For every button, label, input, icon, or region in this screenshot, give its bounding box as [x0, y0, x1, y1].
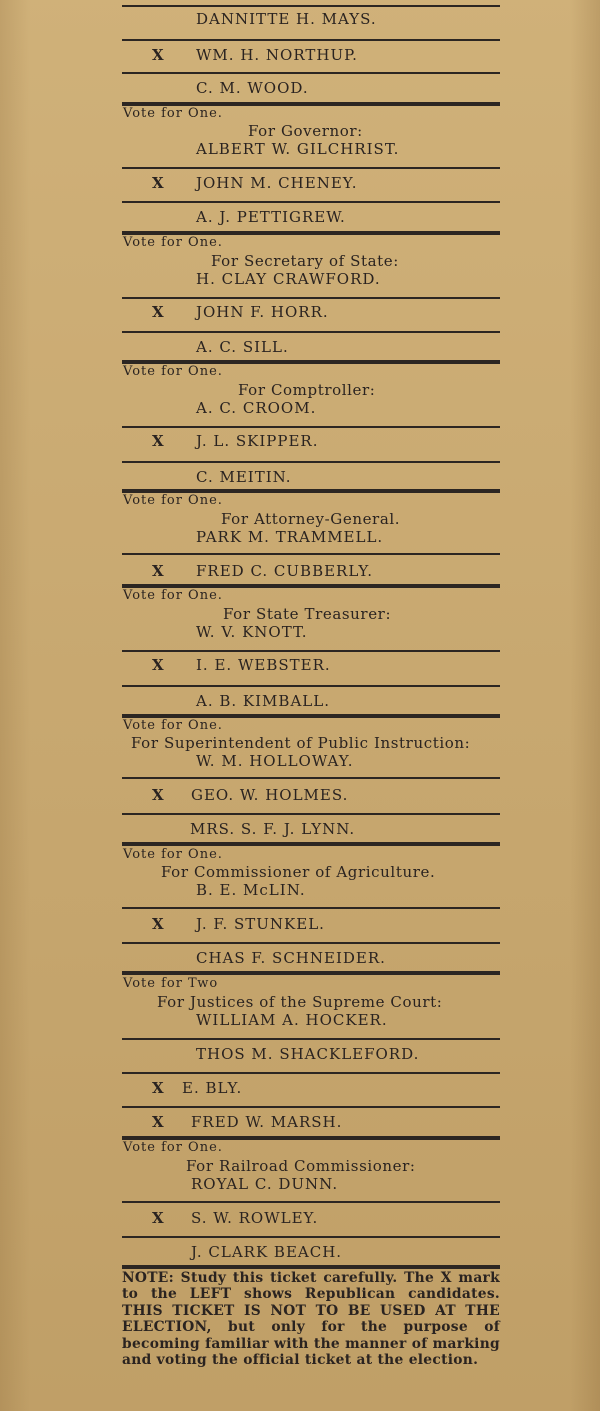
candidate-divider	[122, 461, 500, 463]
candidate-name: A. B. KIMBALL.	[196, 692, 330, 710]
vote-instruction: Vote for One.	[123, 718, 223, 733]
candidate-name: GEO. W. HOLMES.	[191, 786, 349, 804]
section-divider	[122, 971, 500, 975]
candidate-name: J. F. STUNKEL.	[196, 915, 325, 933]
vote-instruction: Vote for One.	[123, 588, 223, 603]
office-title: For Commissioner of Agriculture.	[161, 863, 436, 881]
candidate-divider	[122, 1072, 500, 1074]
section-divider	[122, 1265, 500, 1269]
candidate-name: A. C. CROOM.	[196, 399, 317, 417]
candidate-divider	[122, 331, 500, 333]
candidate-divider	[122, 685, 500, 687]
republican-x-mark: X	[152, 656, 164, 674]
candidate-divider	[122, 777, 500, 779]
vote-instruction: Vote for One.	[123, 847, 223, 862]
candidate-name: H. CLAY CRAWFORD.	[196, 270, 381, 288]
candidate-name: PARK M. TRAMMELL.	[196, 528, 384, 546]
candidate-divider	[122, 426, 500, 428]
candidate-divider	[122, 907, 500, 909]
candidate-name: MRS. S. F. J. LYNN.	[190, 820, 356, 838]
republican-x-mark: X	[152, 786, 164, 804]
candidate-divider	[122, 813, 500, 815]
candidate-name: DANNITTE H. MAYS.	[196, 10, 377, 28]
republican-x-mark: X	[152, 1209, 164, 1227]
vote-instruction: Vote for One.	[123, 235, 223, 250]
candidate-name: JOHN F. HORR.	[196, 303, 329, 321]
candidate-name: ROYAL C. DUNN.	[191, 1175, 339, 1193]
republican-x-mark: X	[152, 1113, 164, 1131]
candidate-divider	[122, 1106, 500, 1108]
candidate-name: WM. H. NORTHUP.	[196, 46, 358, 64]
candidate-name: FRED W. MARSH.	[191, 1113, 343, 1131]
candidate-divider	[122, 1038, 500, 1040]
candidate-name: WILLIAM A. HOCKER.	[196, 1011, 388, 1029]
candidate-name: JOHN M. CHENEY.	[196, 174, 358, 192]
candidate-divider	[122, 201, 500, 203]
office-title: For Justices of the Supreme Court:	[157, 993, 443, 1011]
vote-instruction: Vote for Two	[123, 976, 219, 991]
candidate-name: C. MEITIN.	[196, 468, 292, 486]
candidate-name: S. W. ROWLEY.	[191, 1209, 319, 1227]
office-title: For State Treasurer:	[223, 605, 392, 623]
republican-x-mark: X	[152, 46, 164, 64]
office-title: For Governor:	[248, 122, 363, 140]
candidate-divider	[122, 1201, 500, 1203]
office-title: For Railroad Commissioner:	[186, 1157, 416, 1175]
candidate-divider	[122, 942, 500, 944]
candidate-divider	[122, 297, 500, 299]
vote-instruction: Vote for One.	[123, 364, 223, 379]
candidate-divider	[122, 72, 500, 74]
candidate-name: THOS M. SHACKLEFORD.	[196, 1045, 420, 1063]
vote-instruction: Vote for One.	[123, 106, 223, 121]
candidate-divider	[122, 5, 500, 7]
republican-x-mark: X	[152, 1079, 164, 1097]
candidate-divider	[122, 39, 500, 41]
candidate-name: E. BLY.	[182, 1079, 243, 1097]
vote-instruction: Vote for One.	[123, 1140, 223, 1155]
office-title: For Secretary of State:	[211, 252, 399, 270]
candidate-name: W. M. HOLLOWAY.	[196, 752, 354, 770]
candidate-name: ALBERT W. GILCHRIST.	[196, 140, 400, 158]
republican-x-mark: X	[152, 432, 164, 450]
candidate-name: W. V. KNOTT.	[196, 623, 308, 641]
republican-x-mark: X	[152, 303, 164, 321]
candidate-name: J. CLARK BEACH.	[191, 1243, 343, 1261]
candidate-name: CHAS F. SCHNEIDER.	[196, 949, 386, 967]
ballot-note: NOTE: Study this ticket carefully. The X mark to the LEFT shows Republican candidates. THIS TICKET IS NOT TO BE USED AT THE ELECTION, but only for the purpose of becoming familiar with the manner of marking and voting the official ticket at the election.	[122, 1270, 500, 1369]
candidate-divider	[122, 167, 500, 169]
republican-x-mark: X	[152, 562, 164, 580]
office-title: For Attorney-General.	[221, 510, 401, 528]
candidate-name: A. C. SILL.	[196, 338, 289, 356]
vote-instruction: Vote for One.	[123, 493, 223, 508]
republican-x-mark: X	[152, 174, 164, 192]
candidate-divider	[122, 650, 500, 652]
office-title: For Superintendent of Public Instruction:	[131, 734, 471, 752]
candidate-name: C. M. WOOD.	[196, 79, 309, 97]
candidate-name: I. E. WEBSTER.	[196, 656, 331, 674]
candidate-name: B. E. McLIN.	[196, 881, 306, 899]
candidate-divider	[122, 1236, 500, 1238]
candidate-divider	[122, 553, 500, 555]
candidate-name: J. L. SKIPPER.	[196, 432, 319, 450]
republican-x-mark: X	[152, 915, 164, 933]
section-divider	[122, 842, 500, 846]
office-title: For Comptroller:	[238, 381, 376, 399]
candidate-name: FRED C. CUBBERLY.	[196, 562, 374, 580]
candidate-name: A. J. PETTIGREW.	[196, 208, 346, 226]
